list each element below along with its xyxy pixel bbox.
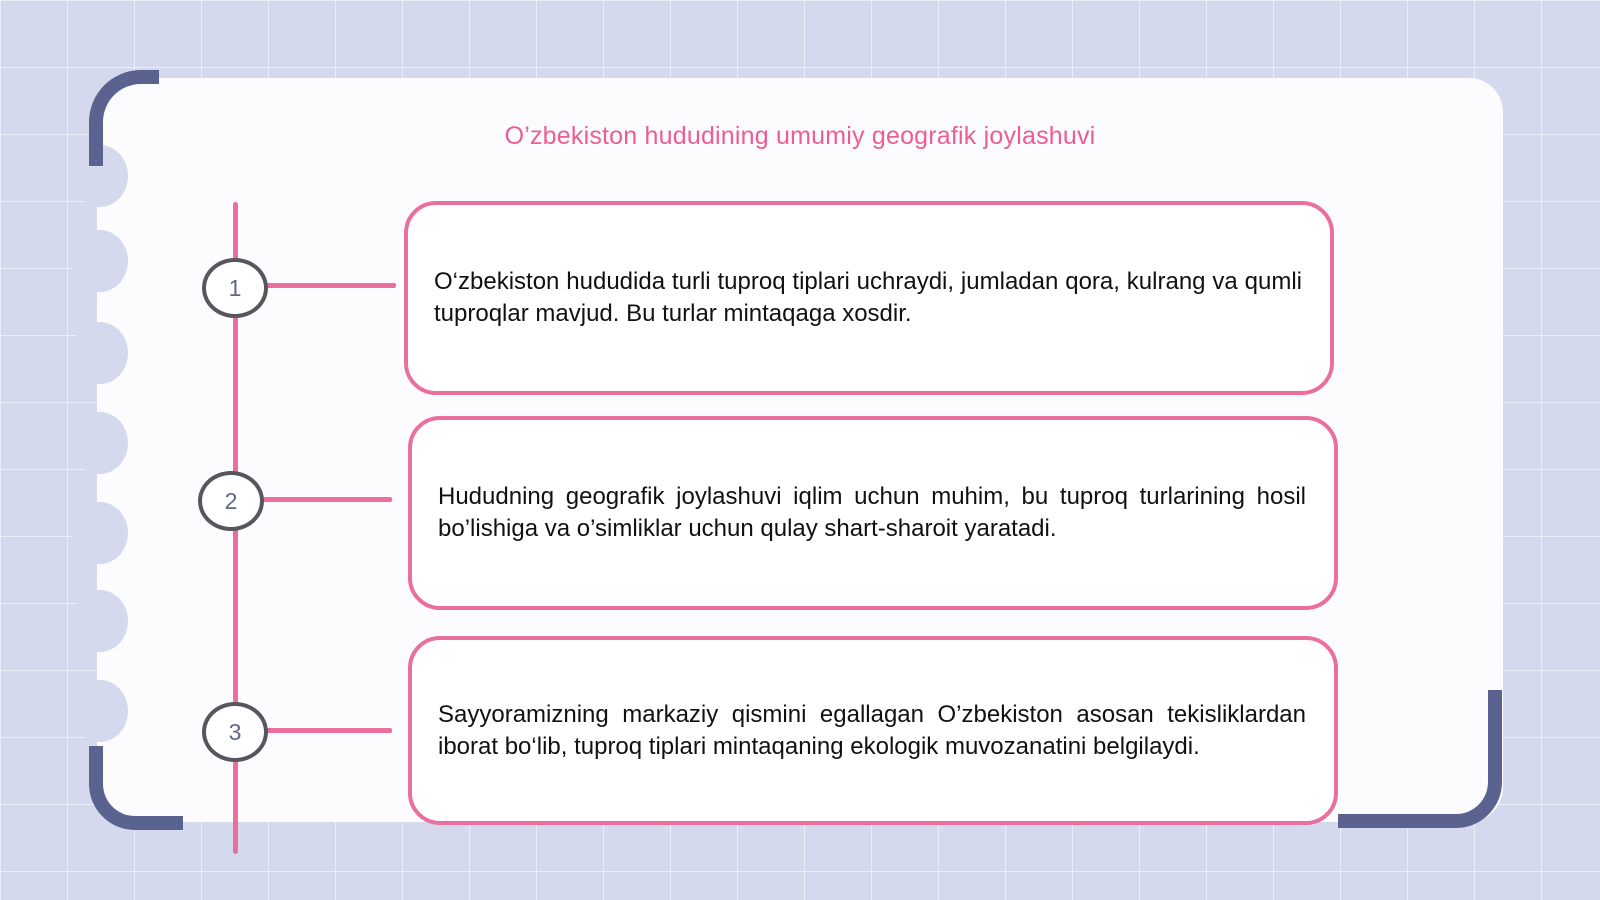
card-text: Hududning geografik joylashuvi iqlim uchun muhim, bu tuproq turlarining hosil bo’lishiga va o’simliklar uchun qulay shart-sharoit yaratadi. [438,483,1306,542]
node-number: 1 [228,274,242,301]
frame-corner-bottom-right [1338,690,1502,828]
card-edge-notch [72,680,128,742]
timeline-connector [265,283,396,288]
frame-corner-top-left [89,70,159,166]
card-edge-notch [72,230,128,292]
timeline-node-3 [202,702,268,762]
timeline-node-2 [198,471,264,531]
node-number: 2 [224,487,238,514]
frame-corner-bottom-left [89,746,183,830]
card-edge-notch [72,502,128,564]
timeline-card-1 [404,201,1334,395]
card-edge-notch [72,590,128,652]
card-edge-notch [72,322,128,384]
card-text: O‘zbekiston hududida turli tuproq tiplari uchraydi, jumladan qora, kulrang va qumli tuproqlar mavjud. Bu turlar mintaqaga xosdir. [434,268,1302,327]
node-number: 3 [228,718,242,745]
card-edge-notch [72,412,128,474]
timeline-connector [265,728,392,733]
timeline-card-2 [408,416,1338,610]
card-text: Sayyoramizning markaziy qismini egallagan O’zbekiston asosan tekisliklardan iborat bo‘lib, tuproq tiplari mintaqaning ekologik muvozanatini belgilaydi. [438,700,1306,760]
timeline-connector [262,497,392,502]
slide-title: O’zbekiston hududining umumiy geografik joylashuvi [504,122,1096,150]
timeline-node-1 [202,258,268,318]
timeline-card-3 [408,636,1338,825]
